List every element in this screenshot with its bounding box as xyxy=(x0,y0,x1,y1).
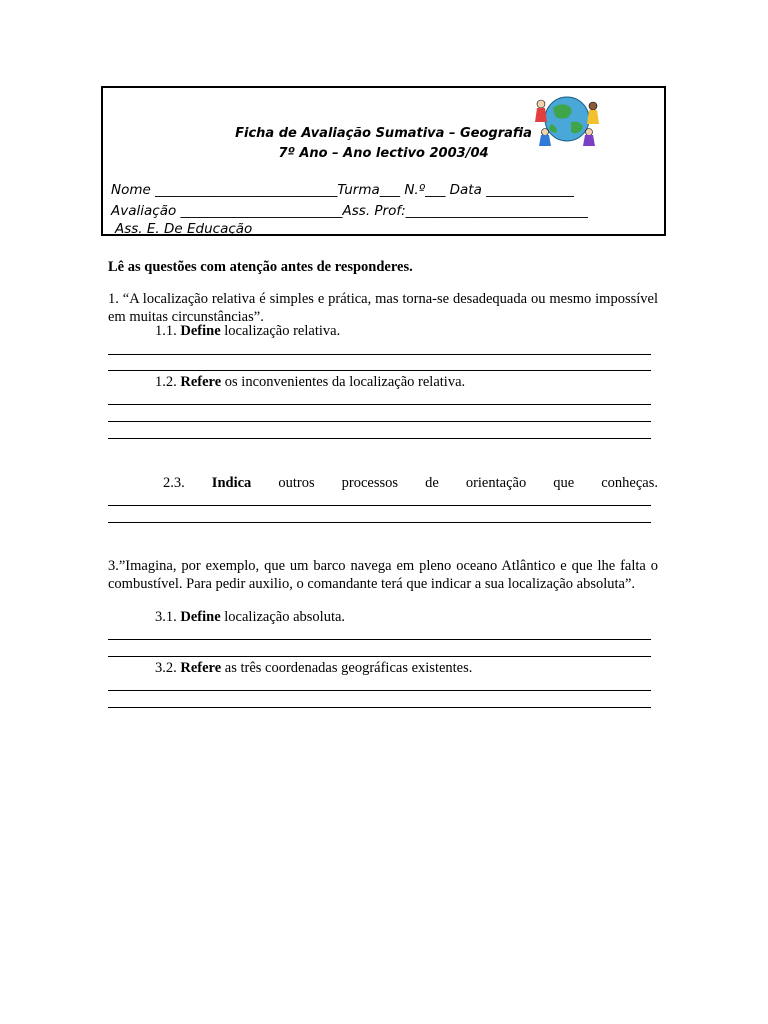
question-2-3-word: processos xyxy=(341,475,399,491)
evaluation-teacher-line: Avaliação ________________________Ass. Prof:___________________________ xyxy=(111,203,588,219)
question-1-1-text: localização relativa. xyxy=(220,323,341,339)
question-3-2-verb: Refere xyxy=(180,660,222,676)
question-3-1-number: 3.1. xyxy=(155,609,177,625)
question-2-3-word: conheças. xyxy=(601,475,658,491)
name-class-date-line: Nome ___________________________Turma___ N.º___ Data _____________ xyxy=(111,182,574,198)
question-1-text: 1. “A localização relativa é simples e prática, mas torna-se desadequada ou mesmo impossível em muitas circunstâncias”. xyxy=(108,291,658,325)
question-3-1-text: localização absoluta. xyxy=(220,609,346,625)
answer-line xyxy=(108,438,651,439)
question-3-2-text: as três coordenadas geográficas existentes. xyxy=(221,660,473,676)
answer-line xyxy=(108,707,651,708)
form-subtitle: 7º Ano – Ano lectivo 2003/04 xyxy=(278,146,489,161)
question-2-3-word: outros xyxy=(278,475,315,491)
answer-line xyxy=(108,421,651,422)
question-2-3-verb: Indica xyxy=(211,475,252,491)
question-1-1 xyxy=(155,323,340,340)
answer-line xyxy=(108,354,651,355)
question-1-2 xyxy=(155,374,465,391)
question-1-1-number: 1.1. xyxy=(155,323,177,339)
answer-line xyxy=(108,370,651,371)
answer-line xyxy=(108,639,651,640)
form-title: Ficha de Avaliação Sumativa – Geografia xyxy=(235,126,532,141)
instructions: Lê as questões com atenção antes de responderes. xyxy=(108,259,413,275)
question-2-3-word: que xyxy=(553,475,575,491)
answer-line xyxy=(108,690,651,691)
question-2-3-word: orientação xyxy=(465,475,527,491)
answer-line xyxy=(108,404,651,405)
question-1-1-verb: Define xyxy=(180,323,221,339)
question-3-2-number: 3.2. xyxy=(155,660,177,676)
question-1-2-verb: Refere xyxy=(180,374,222,390)
question-2-3 xyxy=(163,475,658,492)
question-1-2-text: os inconvenientes da localização relativa. xyxy=(221,374,466,390)
question-3-text: 3.”Imagina, por exemplo, que um barco navega em pleno oceano Atlântico e que lhe falta o combustível. Para pedir auxilio, o comandante terá que indicar a sua localização absoluta”. xyxy=(108,558,658,592)
question-3-1-verb: Define xyxy=(180,609,221,625)
answer-line xyxy=(108,505,651,506)
header-box xyxy=(101,86,666,236)
question-2-3-number: 2.3. xyxy=(163,475,185,491)
question-1-2-number: 1.2. xyxy=(155,374,177,390)
guardian-signature-line: Ass. E. De Educação______________________________________________________ xyxy=(115,221,617,237)
question-3-2 xyxy=(155,660,472,677)
question-2-3-word: de xyxy=(425,475,439,491)
answer-line xyxy=(108,656,651,657)
question-3-1 xyxy=(155,609,345,626)
answer-line xyxy=(108,522,651,523)
